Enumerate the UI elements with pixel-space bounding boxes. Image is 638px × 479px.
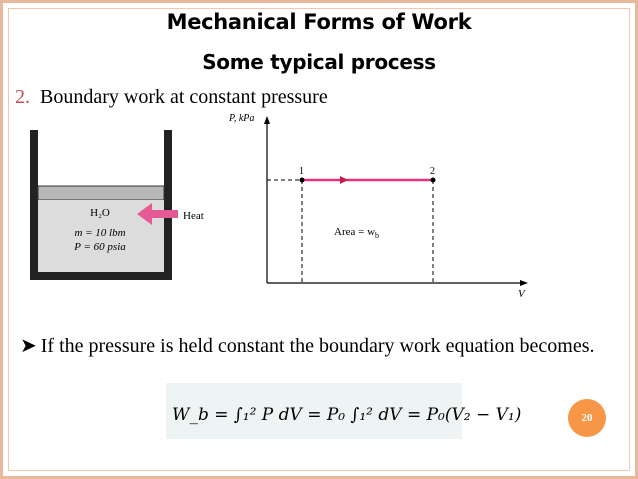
p-axis-arrow-icon (264, 116, 270, 124)
cylinder-base (30, 272, 172, 280)
bullet-text: If the pressure is held constant the boundary work equation becomes. (40, 335, 595, 357)
slide-title: Mechanical Forms of Work (166, 10, 472, 34)
equation-text: W_b = ∫₁² P dV = P₀ ∫₁² dV = P₀(V₂ − V₁) (172, 405, 522, 425)
p-axis-label: P, kPa (229, 113, 255, 124)
state-1-point (300, 178, 305, 183)
v-axis-label: V (518, 288, 525, 300)
cylinder-right-wall (164, 130, 172, 280)
state-2-point (431, 178, 436, 183)
cylinder-left-wall (30, 130, 38, 280)
state-2-label: 2 (430, 166, 435, 177)
pv-diagram (228, 113, 528, 300)
list-item-text: Boundary work at constant pressure (40, 86, 328, 108)
mass-label: m = 10 lbm (74, 227, 126, 239)
substance-label: H₂O (90, 207, 110, 219)
slide-subtitle: Some typical process (202, 50, 436, 74)
state-1-label: 1 (299, 166, 304, 177)
heat-label: Heat (183, 210, 204, 222)
pressure-label: P = 60 psia (74, 241, 126, 253)
boundary-work-equation (172, 390, 522, 436)
arrow-bullet-icon: ➤ (20, 335, 37, 357)
piston (38, 186, 164, 200)
list-item-number: 2. (15, 86, 30, 108)
area-label: Area = $w_b$ (334, 226, 380, 240)
v-axis-arrow-icon (520, 280, 528, 286)
page-number-badge: 20 (568, 399, 606, 437)
process-direction-arrow-icon (340, 176, 348, 184)
bullet-point (20, 331, 600, 362)
